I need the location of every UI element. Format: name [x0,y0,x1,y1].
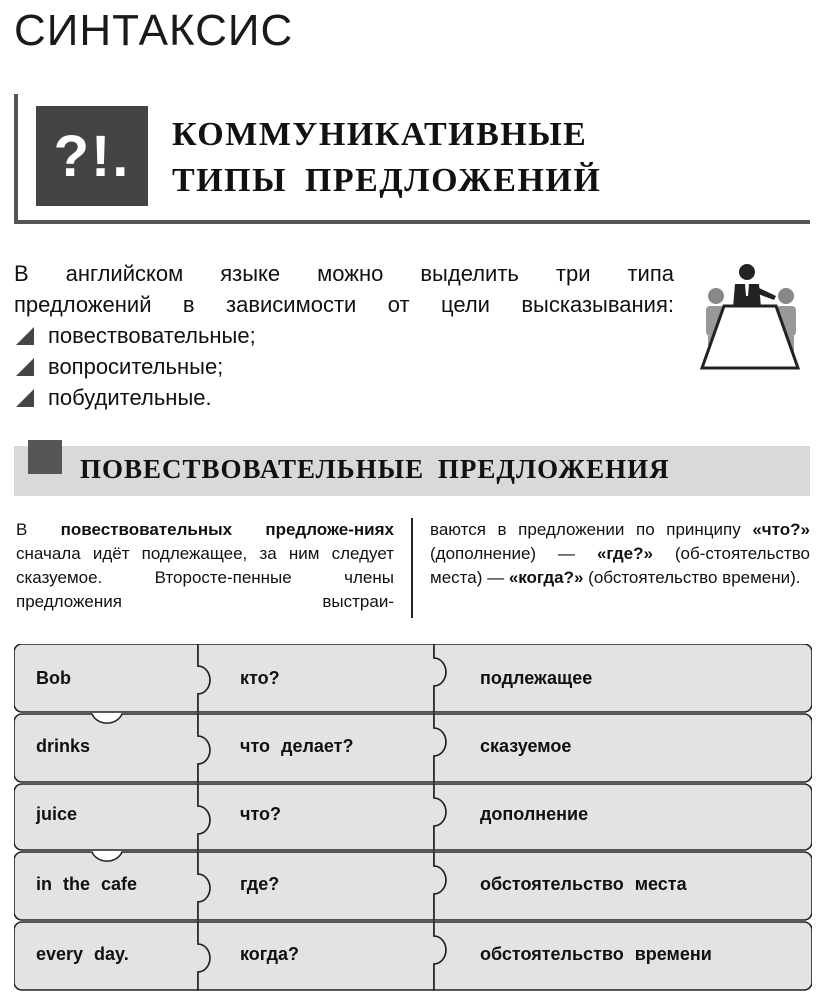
text-run: (обстоятельство времени). [583,568,801,587]
text-run: В [16,520,61,539]
word-cell: every day. [36,944,129,964]
topic-title-line-2: ТИПЫ ПРЕДЛОЖЕНИЙ [172,162,602,199]
question-cell: что? [240,804,282,824]
word-cell: in the cafe [36,874,138,894]
intro-text [14,258,674,413]
text-run: сначала идёт подлежащее, за ним следует сказуемое. Второсте-пенные члены предложения выстраи- [16,544,394,611]
list-item [14,382,674,413]
topic-header [14,94,810,224]
question-cell: где? [240,874,280,894]
word-cell: juice [36,804,78,824]
term-bold: повествовательных предложе-ниях [60,520,394,539]
question-cell: кто? [240,668,280,688]
role-cell: обстоятельство времени [480,944,712,964]
role-cell: подлежащее [480,668,593,688]
triangle-bullet-icon [16,327,34,345]
sentence-puzzle-table [14,644,812,996]
sentence-type-list [14,320,674,413]
meeting-table-icon [690,262,810,374]
triangle-bullet-icon [16,358,34,376]
text-run: ваются в предложении по принципу [430,520,753,539]
list-item [14,351,674,382]
term-bold: «когда?» [508,568,584,587]
topic-title [172,112,601,204]
section-banner [14,446,810,496]
role-cell: сказуемое [480,736,572,756]
triangle-bullet-icon [16,389,34,407]
question-cell: когда? [240,944,300,964]
text-column-right [430,518,810,590]
intro-line-2: предложений в зависимости от цели высказывания: [14,292,674,317]
list-item-label: побудительные. [48,385,212,410]
banner-title: ПОВЕСТВОВАТЕЛЬНЫЕ ПРЕДЛОЖЕНИЯ [80,454,670,484]
text-run: (дополнение) — [430,544,597,563]
word-cell: Bob [36,668,71,688]
list-item-label: вопросительные; [48,354,224,379]
paragraph-left [16,518,394,614]
role-cell: дополнение [480,804,589,824]
term-bold: «что?» [752,520,810,539]
paragraph-right [430,518,810,590]
text-run: (об-стоятельство места) — [430,544,811,587]
punctuation-badge: ?!. [36,106,148,206]
role-cell: обстоятельство места [480,874,687,894]
list-item-label: повествовательные; [48,323,256,348]
question-cell: что делает? [240,736,354,756]
topic-bottom-rule [14,220,810,224]
intro-line-1: В английском языке можно выделить три типа [14,261,674,286]
banner-square-icon [28,440,62,474]
column-divider [411,518,413,618]
topic-title-line-1: КОММУНИКАТИВНЫЕ [172,116,588,153]
list-item [14,320,674,351]
section-title: СИНТАКСИС [14,6,294,55]
text-column-left [16,518,394,614]
term-bold: «где?» [596,544,653,563]
topic-left-rule [14,94,18,224]
word-cell: drinks [36,736,91,756]
